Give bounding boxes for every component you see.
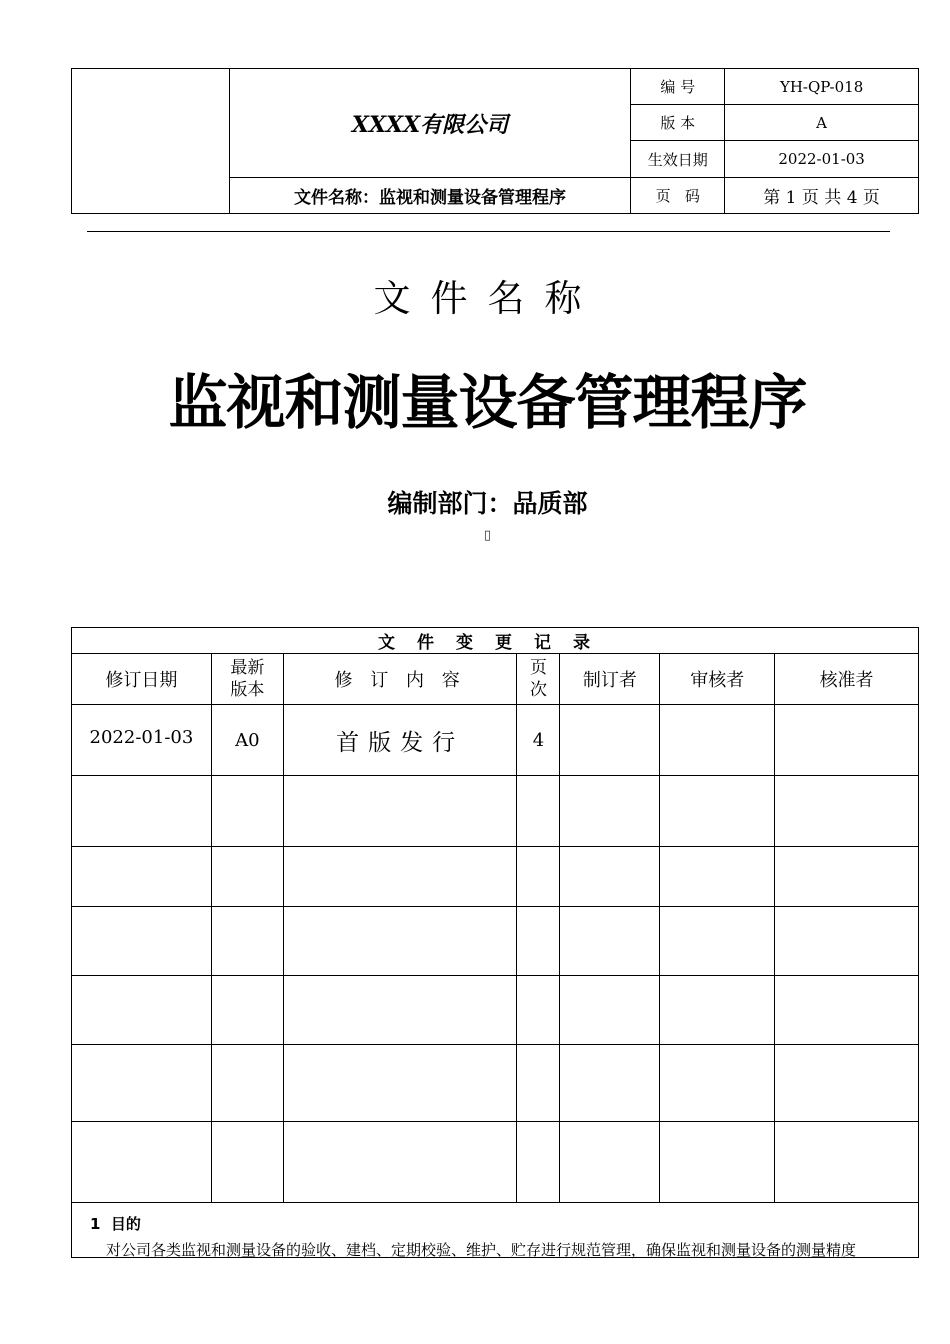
col-header-approver: 核准者	[775, 654, 919, 705]
cell-author	[560, 1122, 660, 1203]
cell-date	[72, 1045, 212, 1122]
revision-record-table	[71, 627, 919, 1203]
cell-reviewer	[660, 976, 775, 1045]
cell-content	[283, 1045, 517, 1122]
cell-reviewer	[660, 1122, 775, 1203]
cell-approver	[775, 705, 919, 776]
header-label-number: 编 号	[631, 69, 725, 105]
cell-approver	[775, 1045, 919, 1122]
cell-date	[72, 776, 212, 847]
cell-reviewer	[660, 847, 775, 907]
section-paragraph: 对公司各类监视和测量设备的验收、建档、定期校验、维护、贮存进行规范管理，确保监视和测量设备的测量精度	[106, 1241, 857, 1259]
cell-date	[72, 847, 212, 907]
col-header-version	[211, 654, 283, 705]
cell-date	[72, 1122, 212, 1203]
section-heading: 1 目的	[90, 1215, 141, 1233]
cell-pages	[517, 847, 560, 907]
purpose-section	[71, 1203, 919, 1258]
cell-version	[211, 1045, 283, 1122]
cell-content	[283, 907, 517, 976]
col-header-reviewer: 审核者	[660, 654, 775, 705]
cell-version	[211, 847, 283, 907]
cell-reviewer	[660, 776, 775, 847]
cell-reviewer	[660, 1045, 775, 1122]
company-name: XXXX有限公司	[229, 69, 631, 178]
logo-cell	[72, 69, 230, 214]
document-header-table	[71, 68, 919, 214]
cell-author	[560, 776, 660, 847]
table-row	[72, 776, 919, 847]
revision-caption: 文件变更记录	[72, 628, 919, 654]
cell-pages	[517, 1045, 560, 1122]
cell-version	[211, 976, 283, 1045]
cell-author	[560, 705, 660, 776]
cell-pages: 4	[517, 705, 560, 776]
cell-author	[560, 907, 660, 976]
table-row	[72, 847, 919, 907]
header-value-page: 第 1 页 共 4 页	[725, 178, 919, 214]
cell-date	[72, 907, 212, 976]
cell-reviewer	[660, 705, 775, 776]
header-divider	[87, 231, 890, 232]
col-header-version-text: 最新版本	[230, 658, 265, 700]
document-title: 监视和测量设备管理程序	[168, 368, 807, 437]
cover-label: 文件名称	[373, 277, 602, 320]
table-row	[72, 705, 919, 776]
document-name: 文件名称：监视和测量设备管理程序	[229, 178, 631, 214]
header-value-number: YH-QP-018	[725, 69, 919, 105]
department-line: 编制部门：品质部	[387, 489, 588, 518]
cell-approver	[775, 847, 919, 907]
cell-version: A0	[211, 705, 283, 776]
table-row	[72, 907, 919, 976]
cell-content	[283, 1122, 517, 1203]
cell-author	[560, 847, 660, 907]
cell-date	[72, 976, 212, 1045]
cell-pages	[517, 907, 560, 976]
cell-author	[560, 976, 660, 1045]
header-label-effective-date: 生效日期	[631, 141, 725, 178]
cell-approver	[775, 976, 919, 1045]
cell-pages	[517, 1122, 560, 1203]
header-label-version: 版 本	[631, 105, 725, 141]
col-header-content: 修 订 内 容	[283, 654, 517, 705]
col-header-pages-text: 页次	[529, 658, 547, 700]
cell-version	[211, 776, 283, 847]
table-row	[72, 1122, 919, 1203]
cell-date: 2022-01-03	[72, 705, 212, 776]
cell-content	[283, 776, 517, 847]
col-header-pages	[517, 654, 560, 705]
cell-content	[283, 847, 517, 907]
col-header-date: 修订日期	[72, 654, 212, 705]
cell-pages	[517, 976, 560, 1045]
paragraph-mark: ▯	[483, 528, 492, 543]
cell-pages	[517, 776, 560, 847]
cell-content	[283, 976, 517, 1045]
cell-version	[211, 907, 283, 976]
header-value-effective-date: 2022-01-03	[725, 141, 919, 178]
cell-approver	[775, 1122, 919, 1203]
col-header-author: 制订者	[560, 654, 660, 705]
header-label-page: 页 码	[631, 178, 725, 214]
cell-author	[560, 1045, 660, 1122]
header-value-version: A	[725, 105, 919, 141]
table-row	[72, 1045, 919, 1122]
cell-approver	[775, 907, 919, 976]
cell-approver	[775, 776, 919, 847]
cell-content: 首版发行	[283, 705, 517, 776]
table-row	[72, 976, 919, 1045]
cell-version	[211, 1122, 283, 1203]
cell-reviewer	[660, 907, 775, 976]
